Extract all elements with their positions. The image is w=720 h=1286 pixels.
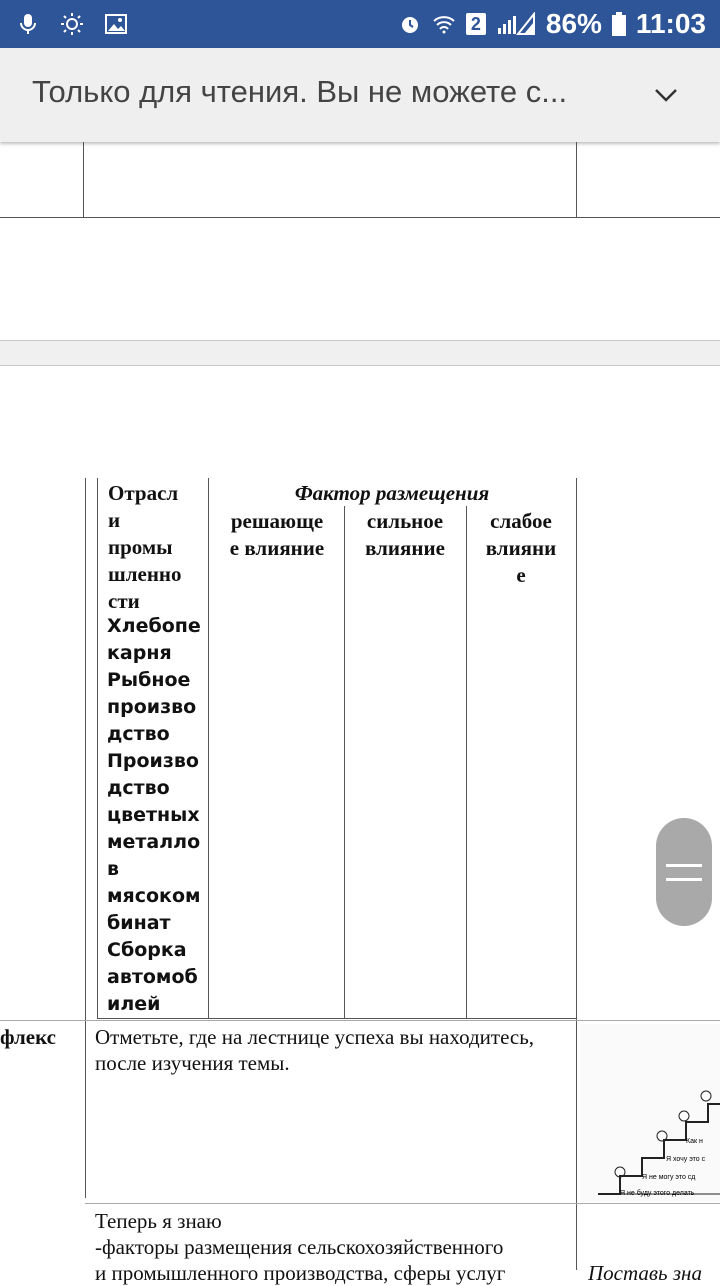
table-border — [576, 478, 577, 1270]
table-border — [576, 142, 577, 218]
header-factor: Фактор размещения — [294, 481, 490, 505]
bottom-line-3: и промышленного производства, сферы услуг — [95, 1261, 506, 1285]
chevron-down-icon[interactable] — [652, 86, 680, 104]
image-icon — [104, 12, 128, 36]
mic-icon — [16, 12, 40, 36]
signal-icon — [496, 12, 536, 36]
status-right — [398, 6, 706, 42]
table-row: Хлебопе карня — [107, 615, 201, 664]
clock: 11:03 — [635, 8, 706, 39]
table-row: Произво дство цветных металло в — [107, 750, 201, 880]
bottom-line-1: Теперь я знаю — [95, 1209, 222, 1233]
reflection-text: Отметьте, где на лестнице успеха вы находитесь, после изучения темы. — [95, 1025, 535, 1075]
table-row: Рыбное произво дство — [107, 669, 197, 745]
reflection-label: флекс — [0, 1025, 57, 1049]
table-row: мясоком бинат — [107, 885, 201, 934]
table-border — [344, 506, 345, 1018]
table-border — [0, 217, 720, 218]
table-border — [97, 478, 98, 1018]
success-ladder-image — [580, 1024, 720, 1202]
ladder-step-label: Как н — [686, 1138, 703, 1145]
ladder-step-label: Я не могу это сд — [642, 1174, 696, 1181]
header-decisive: решающе е влияние — [229, 509, 325, 560]
status-left-icons — [16, 10, 128, 38]
page-separator — [0, 340, 720, 366]
battery-icon — [612, 12, 626, 36]
header-weak: слабое влияни е — [485, 509, 557, 587]
status-bar — [0, 0, 720, 48]
table-border — [0, 1020, 720, 1021]
table-row: Сборка автомоб илей — [107, 939, 198, 1015]
drag-handle-icon — [666, 878, 702, 881]
table-border — [85, 1203, 720, 1204]
table-border — [97, 1018, 577, 1019]
bottom-right-text: Поставь зна — [588, 1261, 702, 1285]
wifi-icon — [432, 12, 456, 36]
battery-percent: 86% — [545, 8, 602, 39]
drag-handle-button[interactable] — [656, 818, 712, 926]
brightness-icon — [60, 12, 84, 36]
sim-badge: 2 — [466, 13, 486, 35]
table-border — [208, 478, 209, 1018]
table-border — [85, 478, 86, 1198]
header-strong: сильное влияние — [365, 509, 445, 560]
table-border — [83, 142, 84, 218]
header-industry: Отрасл и промы шленно сти — [108, 481, 182, 613]
ladder-step-label: Я не буду этого делать — [620, 1190, 695, 1197]
read-only-text: Только для чтения. Вы не можете с... — [32, 74, 568, 109]
drag-handle-icon — [666, 864, 702, 867]
read-only-banner[interactable] — [0, 48, 720, 142]
alarm-icon — [398, 12, 422, 36]
bottom-line-2: -факторы размещения сельскохозяйственного — [95, 1235, 504, 1259]
ladder-step-label: Я хочу это с — [666, 1156, 706, 1163]
